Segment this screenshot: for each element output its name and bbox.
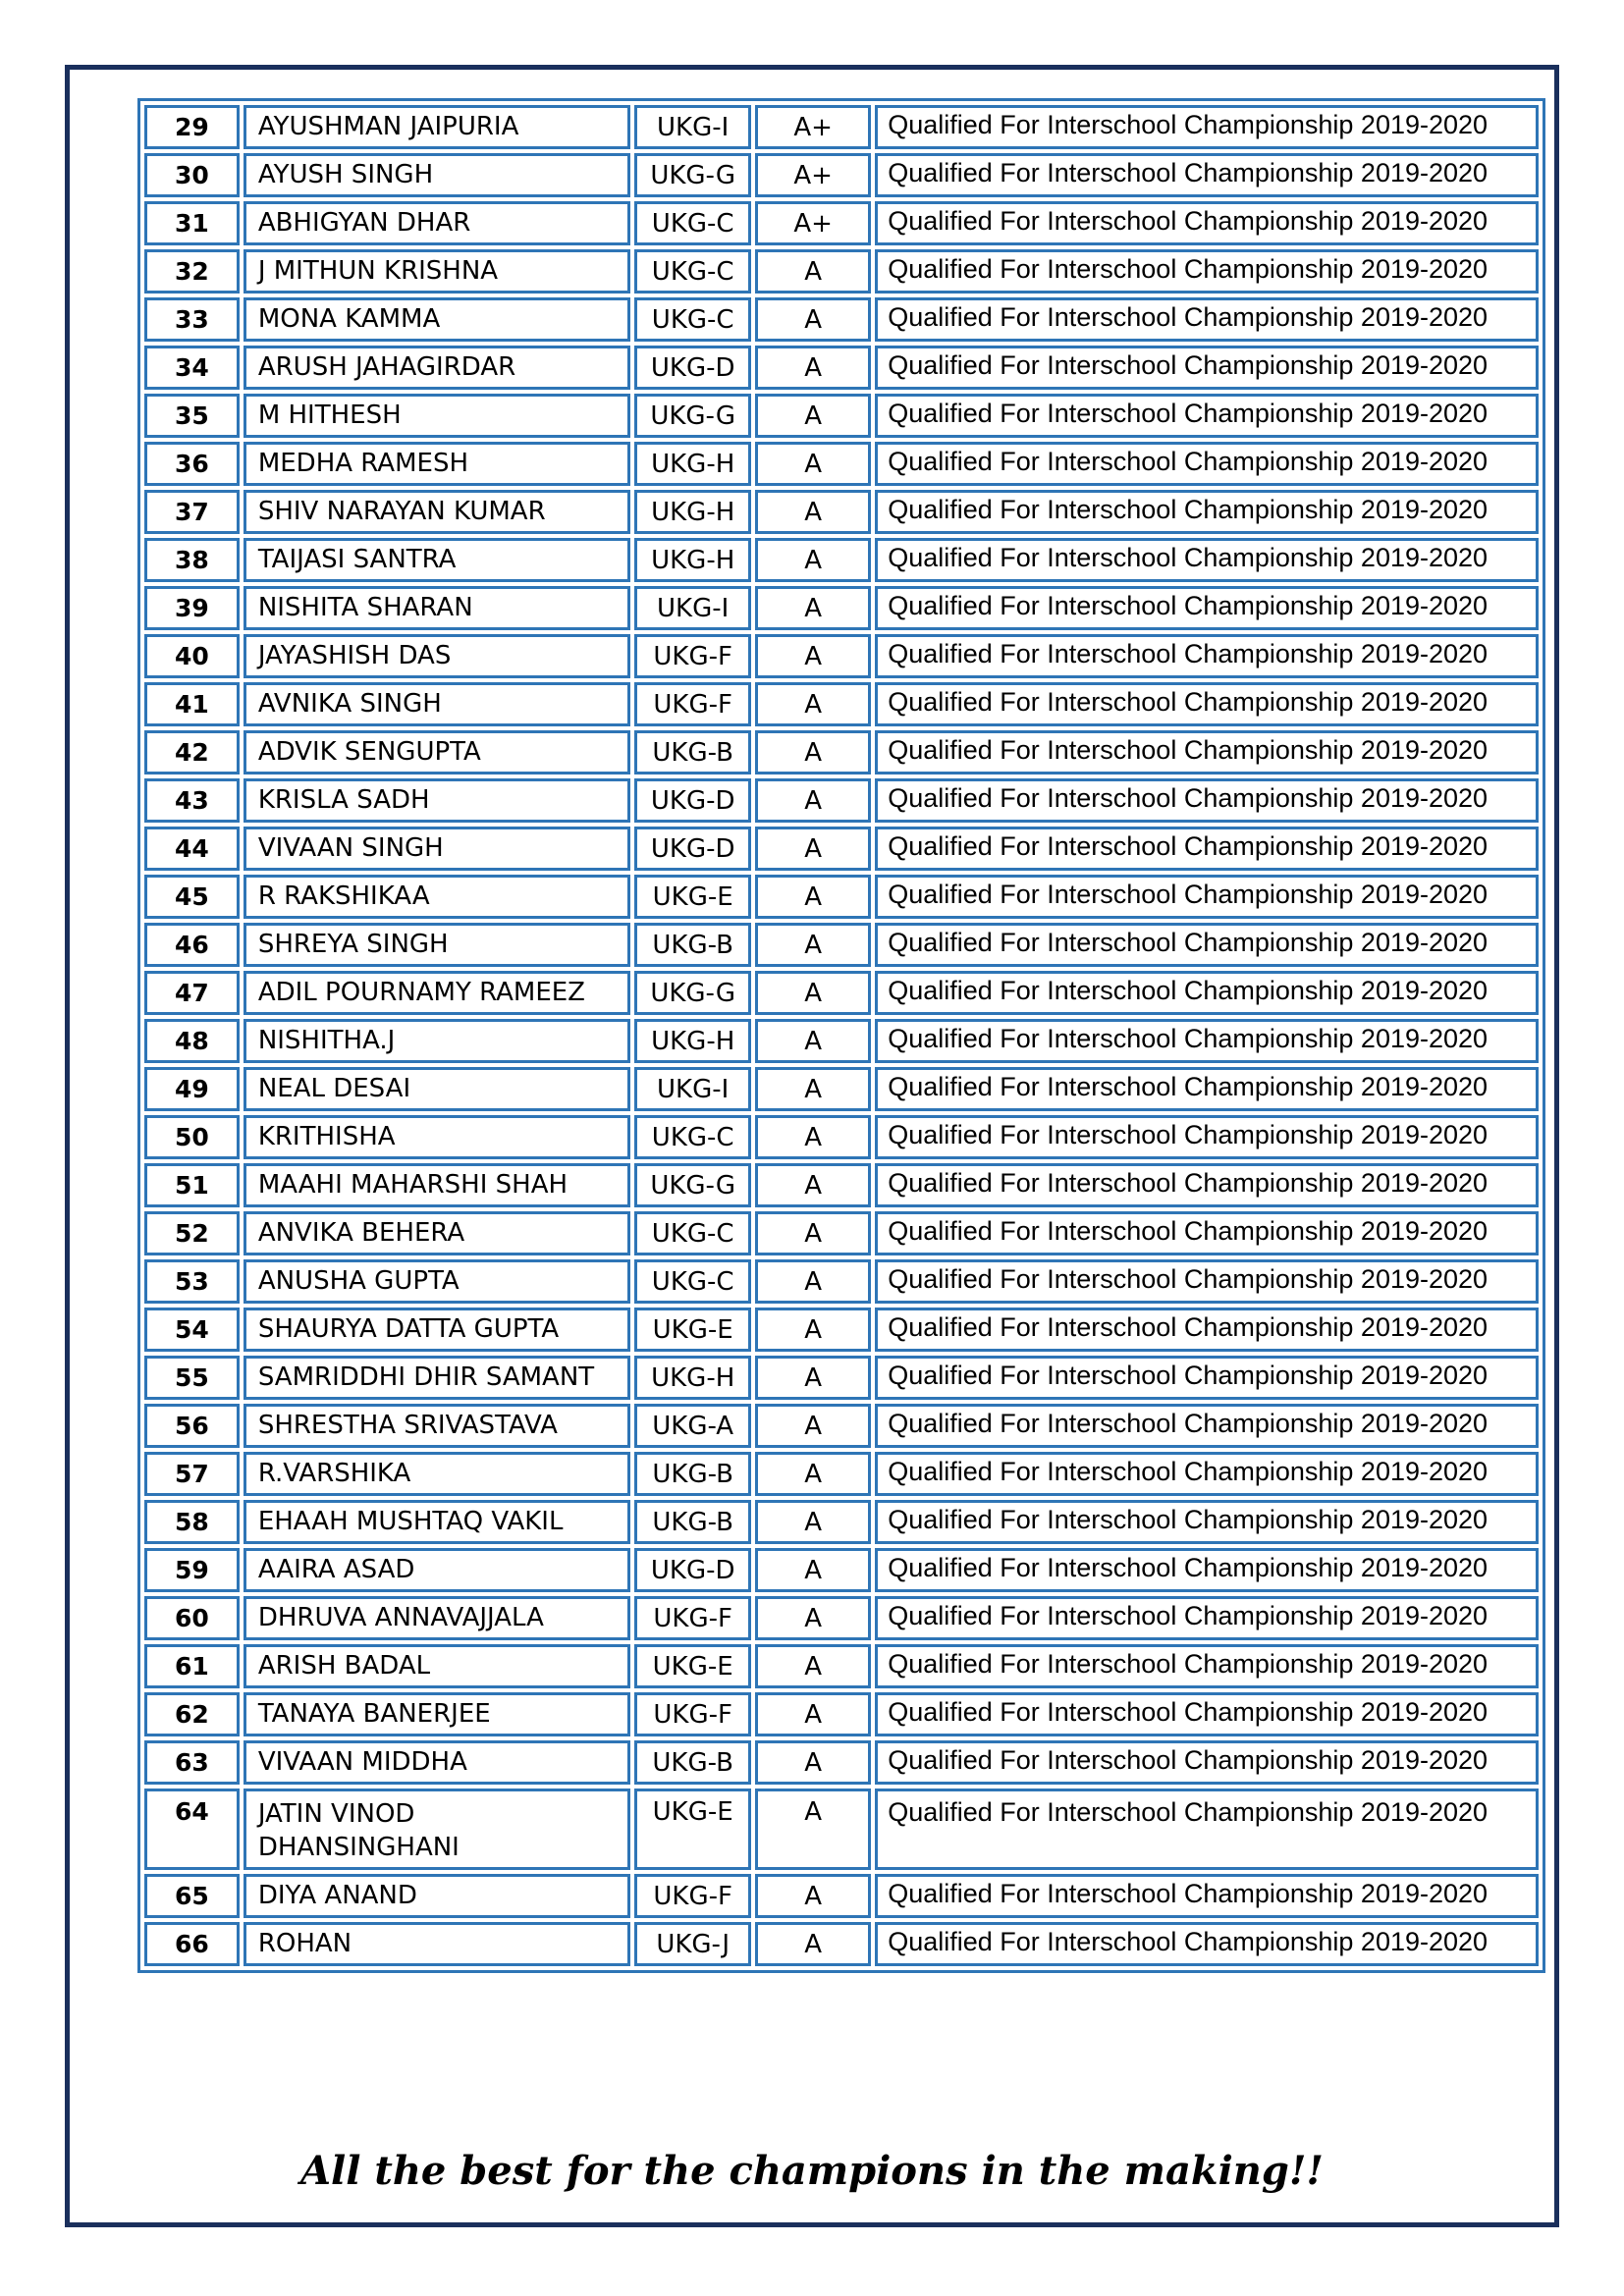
student-number-cell: 65: [144, 1874, 240, 1918]
class-cell: UKG-B: [634, 730, 751, 774]
grade-cell: A: [755, 682, 871, 726]
student-number-cell: 33: [144, 297, 240, 342]
class-cell: UKG-C: [634, 249, 751, 294]
grade-cell: A: [755, 1692, 871, 1736]
student-name-cell: DIYA ANAND: [244, 1874, 630, 1918]
grade-cell: A: [755, 923, 871, 967]
status-cell: Qualified For Interschool Championship 2019-2020: [875, 394, 1539, 438]
student-name-cell: ARISH BADAL: [244, 1644, 630, 1688]
class-cell: UKG-D: [634, 1548, 751, 1592]
table-row: [144, 1644, 1539, 1688]
class-cell: UKG-E: [634, 1789, 751, 1870]
student-name-cell: SHREYA SINGH: [244, 923, 630, 967]
grade-cell: A: [755, 1163, 871, 1207]
student-number-cell: 47: [144, 971, 240, 1015]
table-row: [144, 1019, 1539, 1063]
status-cell: Qualified For Interschool Championship 2019-2020: [875, 778, 1539, 823]
status-cell: Qualified For Interschool Championship 2019-2020: [875, 923, 1539, 967]
status-cell: Qualified For Interschool Championship 2019-2020: [875, 1308, 1539, 1352]
student-name-cell: MAAHI MAHARSHI SHAH: [244, 1163, 630, 1207]
grade-cell: A: [755, 1874, 871, 1918]
grade-cell: A: [755, 1789, 871, 1870]
student-number-cell: 58: [144, 1500, 240, 1544]
status-cell: Qualified For Interschool Championship 2019-2020: [875, 490, 1539, 534]
class-cell: UKG-G: [634, 394, 751, 438]
class-cell: UKG-D: [634, 346, 751, 390]
status-cell: Qualified For Interschool Championship 2019-2020: [875, 1500, 1539, 1544]
student-number-cell: 46: [144, 923, 240, 967]
student-number-cell: 42: [144, 730, 240, 774]
status-cell: Qualified For Interschool Championship 2019-2020: [875, 1115, 1539, 1159]
class-cell: UKG-F: [634, 682, 751, 726]
student-number-cell: 62: [144, 1692, 240, 1736]
table-row: [144, 1596, 1539, 1640]
table-row: [144, 1211, 1539, 1255]
student-name-cell: TANAYA BANERJEE: [244, 1692, 630, 1736]
grade-cell: A: [755, 1259, 871, 1304]
grade-cell: A: [755, 827, 871, 871]
student-name-cell: R.VARSHIKA: [244, 1452, 630, 1496]
class-cell: UKG-H: [634, 1019, 751, 1063]
class-cell: UKG-J: [634, 1922, 751, 1966]
student-name-cell: J MITHUN KRISHNA: [244, 249, 630, 294]
student-number-cell: 44: [144, 827, 240, 871]
student-name-cell: SHRESTHA SRIVASTAVA: [244, 1404, 630, 1448]
student-name-cell: MONA KAMMA: [244, 297, 630, 342]
class-cell: UKG-F: [634, 1874, 751, 1918]
class-cell: UKG-E: [634, 1644, 751, 1688]
status-cell: Qualified For Interschool Championship 2019-2020: [875, 1404, 1539, 1448]
student-number-cell: 53: [144, 1259, 240, 1304]
grade-cell: A: [755, 1067, 871, 1111]
table-row: [144, 586, 1539, 630]
student-number-cell: 45: [144, 875, 240, 919]
student-number-cell: 57: [144, 1452, 240, 1496]
grade-cell: A: [755, 634, 871, 678]
student-name-cell: M HITHESH: [244, 394, 630, 438]
student-name-cell: SAMRIDDHI DHIR SAMANT: [244, 1356, 630, 1400]
table-row: [144, 490, 1539, 534]
student-name-cell: AAIRA ASAD: [244, 1548, 630, 1592]
student-name-cell: ANVIKA BEHERA: [244, 1211, 630, 1255]
table-row: [144, 394, 1539, 438]
table-row: [144, 105, 1539, 149]
class-cell: UKG-B: [634, 923, 751, 967]
table-row: [144, 1740, 1539, 1785]
status-cell: Qualified For Interschool Championship 2019-2020: [875, 1922, 1539, 1966]
student-name-cell: VIVAAN MIDDHA: [244, 1740, 630, 1785]
status-cell: Qualified For Interschool Championship 2019-2020: [875, 153, 1539, 197]
status-cell: Qualified For Interschool Championship 2019-2020: [875, 634, 1539, 678]
student-name-cell: NEAL DESAI: [244, 1067, 630, 1111]
student-name-cell: R RAKSHIKAA: [244, 875, 630, 919]
student-name-cell: AYUSH SINGH: [244, 153, 630, 197]
class-cell: UKG-F: [634, 1692, 751, 1736]
status-cell: Qualified For Interschool Championship 2019-2020: [875, 1452, 1539, 1496]
student-name-cell: SHAURYA DATTA GUPTA: [244, 1308, 630, 1352]
student-name-cell: JATIN VINOD DHANSINGHANI: [244, 1789, 630, 1870]
status-cell: Qualified For Interschool Championship 2019-2020: [875, 1789, 1539, 1870]
class-cell: UKG-C: [634, 1115, 751, 1159]
table-row: [144, 1548, 1539, 1592]
status-cell: Qualified For Interschool Championship 2019-2020: [875, 1019, 1539, 1063]
status-cell: Qualified For Interschool Championship 2019-2020: [875, 1356, 1539, 1400]
student-name-cell: AVNIKA SINGH: [244, 682, 630, 726]
student-name-cell: ANUSHA GUPTA: [244, 1259, 630, 1304]
grade-cell: A: [755, 249, 871, 294]
class-cell: UKG-F: [634, 1596, 751, 1640]
class-cell: UKG-G: [634, 971, 751, 1015]
status-cell: Qualified For Interschool Championship 2019-2020: [875, 1259, 1539, 1304]
student-name-cell: MEDHA RAMESH: [244, 442, 630, 486]
class-cell: UKG-G: [634, 153, 751, 197]
student-number-cell: 43: [144, 778, 240, 823]
table-row: [144, 1874, 1539, 1918]
table-row: [144, 1356, 1539, 1400]
class-cell: UKG-F: [634, 634, 751, 678]
table-row: [144, 1115, 1539, 1159]
student-number-cell: 32: [144, 249, 240, 294]
student-name-cell: ARUSH JAHAGIRDAR: [244, 346, 630, 390]
student-number-cell: 55: [144, 1356, 240, 1400]
status-cell: Qualified For Interschool Championship 2019-2020: [875, 827, 1539, 871]
class-cell: UKG-E: [634, 1308, 751, 1352]
grade-cell: A: [755, 1019, 871, 1063]
status-cell: Qualified For Interschool Championship 2019-2020: [875, 442, 1539, 486]
grade-cell: A: [755, 1356, 871, 1400]
status-cell: Qualified For Interschool Championship 2019-2020: [875, 730, 1539, 774]
student-number-cell: 29: [144, 105, 240, 149]
class-cell: UKG-I: [634, 586, 751, 630]
student-name-cell: AYUSHMAN JAIPURIA: [244, 105, 630, 149]
student-number-cell: 37: [144, 490, 240, 534]
student-number-cell: 39: [144, 586, 240, 630]
grade-cell: A: [755, 490, 871, 534]
class-cell: UKG-E: [634, 875, 751, 919]
student-number-cell: 40: [144, 634, 240, 678]
student-number-cell: 66: [144, 1922, 240, 1966]
status-cell: Qualified For Interschool Championship 2019-2020: [875, 201, 1539, 245]
class-cell: UKG-D: [634, 778, 751, 823]
student-number-cell: 52: [144, 1211, 240, 1255]
status-cell: Qualified For Interschool Championship 2019-2020: [875, 105, 1539, 149]
table-row: [144, 971, 1539, 1015]
table-row: [144, 201, 1539, 245]
student-name-cell: DHRUVA ANNAVAJJALA: [244, 1596, 630, 1640]
status-cell: Qualified For Interschool Championship 2019-2020: [875, 1644, 1539, 1688]
student-number-cell: 31: [144, 201, 240, 245]
student-number-cell: 51: [144, 1163, 240, 1207]
table-row: [144, 1692, 1539, 1736]
table-row: [144, 346, 1539, 390]
class-cell: UKG-I: [634, 105, 751, 149]
class-cell: UKG-H: [634, 442, 751, 486]
grade-cell: A: [755, 1644, 871, 1688]
status-cell: Qualified For Interschool Championship 2019-2020: [875, 1067, 1539, 1111]
class-cell: UKG-B: [634, 1740, 751, 1785]
student-number-cell: 49: [144, 1067, 240, 1111]
footer-motto: All the best for the champions in the making!!: [300, 2148, 1324, 2194]
table-row: [144, 1259, 1539, 1304]
qualifiers-table-body: [144, 105, 1539, 1966]
grade-cell: A: [755, 586, 871, 630]
student-number-cell: 50: [144, 1115, 240, 1159]
status-cell: Qualified For Interschool Championship 2019-2020: [875, 1163, 1539, 1207]
class-cell: UKG-C: [634, 1211, 751, 1255]
grade-cell: A: [755, 1308, 871, 1352]
student-number-cell: 60: [144, 1596, 240, 1640]
grade-cell: A: [755, 1596, 871, 1640]
grade-cell: A: [755, 971, 871, 1015]
grade-cell: A+: [755, 153, 871, 197]
status-cell: Qualified For Interschool Championship 2019-2020: [875, 249, 1539, 294]
class-cell: UKG-C: [634, 201, 751, 245]
student-number-cell: 64: [144, 1789, 240, 1870]
grade-cell: A: [755, 875, 871, 919]
class-cell: UKG-B: [634, 1452, 751, 1496]
grade-cell: A: [755, 1548, 871, 1592]
status-cell: Qualified For Interschool Championship 2019-2020: [875, 1548, 1539, 1592]
grade-cell: A: [755, 778, 871, 823]
student-number-cell: 63: [144, 1740, 240, 1785]
student-name-cell: KRITHISHA: [244, 1115, 630, 1159]
student-name-cell: SHIV NARAYAN KUMAR: [244, 490, 630, 534]
table-row: [144, 682, 1539, 726]
grade-cell: A: [755, 1211, 871, 1255]
status-cell: Qualified For Interschool Championship 2019-2020: [875, 875, 1539, 919]
status-cell: Qualified For Interschool Championship 2019-2020: [875, 586, 1539, 630]
student-name-cell: ADVIK SENGUPTA: [244, 730, 630, 774]
table-row: [144, 1404, 1539, 1448]
student-number-cell: 48: [144, 1019, 240, 1063]
table-row: [144, 538, 1539, 582]
table-row: [144, 1452, 1539, 1496]
student-number-cell: 36: [144, 442, 240, 486]
table-row: [144, 1308, 1539, 1352]
table-row: [144, 1789, 1539, 1870]
status-cell: Qualified For Interschool Championship 2019-2020: [875, 682, 1539, 726]
grade-cell: A: [755, 394, 871, 438]
grade-cell: A: [755, 730, 871, 774]
student-name-cell: ROHAN: [244, 1922, 630, 1966]
class-cell: UKG-A: [634, 1404, 751, 1448]
student-name-cell: ABHIGYAN DHAR: [244, 201, 630, 245]
qualifiers-table: [137, 98, 1545, 1973]
class-cell: UKG-G: [634, 1163, 751, 1207]
student-name-cell: NISHITHA.J: [244, 1019, 630, 1063]
student-number-cell: 41: [144, 682, 240, 726]
student-number-cell: 30: [144, 153, 240, 197]
table-row: [144, 778, 1539, 823]
grade-cell: A: [755, 1500, 871, 1544]
class-cell: UKG-B: [634, 1500, 751, 1544]
status-cell: Qualified For Interschool Championship 2019-2020: [875, 971, 1539, 1015]
student-name-cell: TAIJASI SANTRA: [244, 538, 630, 582]
student-number-cell: 35: [144, 394, 240, 438]
student-name-cell: JAYASHISH DAS: [244, 634, 630, 678]
student-number-cell: 59: [144, 1548, 240, 1592]
class-cell: UKG-H: [634, 538, 751, 582]
table-row: [144, 297, 1539, 342]
student-name-cell: NISHITA SHARAN: [244, 586, 630, 630]
status-cell: Qualified For Interschool Championship 2019-2020: [875, 1740, 1539, 1785]
table-row: [144, 730, 1539, 774]
table-row: [144, 249, 1539, 294]
table-row: [144, 923, 1539, 967]
status-cell: Qualified For Interschool Championship 2019-2020: [875, 346, 1539, 390]
table-row: [144, 1922, 1539, 1966]
table-row: [144, 1500, 1539, 1544]
table-row: [144, 153, 1539, 197]
class-cell: UKG-H: [634, 490, 751, 534]
class-cell: UKG-I: [634, 1067, 751, 1111]
grade-cell: A: [755, 538, 871, 582]
student-number-cell: 34: [144, 346, 240, 390]
status-cell: Qualified For Interschool Championship 2019-2020: [875, 1692, 1539, 1736]
student-number-cell: 61: [144, 1644, 240, 1688]
table-row: [144, 1163, 1539, 1207]
grade-cell: A: [755, 1115, 871, 1159]
status-cell: Qualified For Interschool Championship 2019-2020: [875, 1874, 1539, 1918]
student-name-cell: VIVAAN SINGH: [244, 827, 630, 871]
status-cell: Qualified For Interschool Championship 2019-2020: [875, 538, 1539, 582]
grade-cell: A+: [755, 201, 871, 245]
student-name-cell: EHAAH MUSHTAQ VAKIL: [244, 1500, 630, 1544]
class-cell: UKG-C: [634, 1259, 751, 1304]
student-name-cell: KRISLA SADH: [244, 778, 630, 823]
table-row: [144, 1067, 1539, 1111]
class-cell: UKG-D: [634, 827, 751, 871]
class-cell: UKG-H: [634, 1356, 751, 1400]
grade-cell: A: [755, 1922, 871, 1966]
grade-cell: A: [755, 346, 871, 390]
grade-cell: A+: [755, 105, 871, 149]
table-row: [144, 442, 1539, 486]
grade-cell: A: [755, 1740, 871, 1785]
table-row: [144, 875, 1539, 919]
status-cell: Qualified For Interschool Championship 2019-2020: [875, 297, 1539, 342]
student-name-cell: ADIL POURNAMY RAMEEZ: [244, 971, 630, 1015]
student-number-cell: 56: [144, 1404, 240, 1448]
table-row: [144, 634, 1539, 678]
student-number-cell: 38: [144, 538, 240, 582]
student-number-cell: 54: [144, 1308, 240, 1352]
status-cell: Qualified For Interschool Championship 2019-2020: [875, 1596, 1539, 1640]
grade-cell: A: [755, 442, 871, 486]
status-cell: Qualified For Interschool Championship 2019-2020: [875, 1211, 1539, 1255]
class-cell: UKG-C: [634, 297, 751, 342]
table-row: [144, 827, 1539, 871]
grade-cell: A: [755, 297, 871, 342]
grade-cell: A: [755, 1452, 871, 1496]
grade-cell: A: [755, 1404, 871, 1448]
